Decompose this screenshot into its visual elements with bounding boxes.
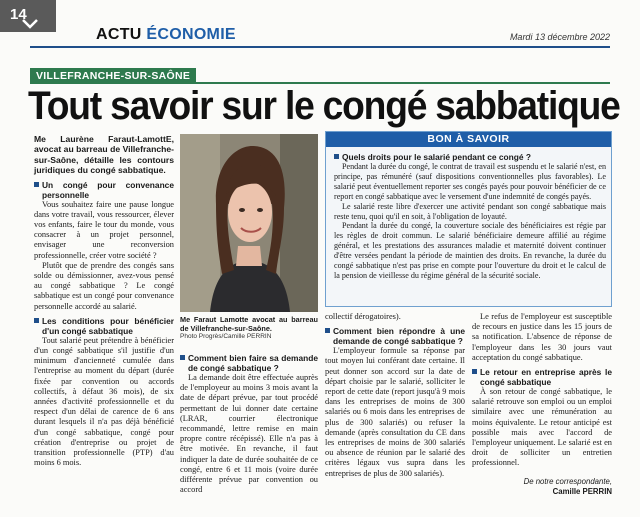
author-signoff bbox=[472, 477, 612, 497]
location-tag: VILLEFRANCHE-SUR-SAÔNE bbox=[30, 68, 196, 84]
paragraph: collectif dérogatoires). bbox=[325, 312, 401, 321]
column-4 bbox=[472, 312, 612, 497]
author-name: Camille PERRIN bbox=[552, 486, 612, 496]
paragraph: Pendant la durée du congé, le contrat de travail est suspendu et le salarié n'est, en principe, pas rémunéré (sauf dispositions conventionnelles plus favorables). Le salarié peut éventuellement reporter ses congés payés pour pouvoir bénéficier de ce report en congé sabbatique avec le versement d'une indemnité de congés payés. bbox=[334, 162, 606, 201]
rubric-prefix: ACTU bbox=[96, 26, 142, 43]
article-lead: Me Laurène Faraut-LamottE, avocat au barreau de Villefranche-sur-Saône, détaille les contours juridiques du congé sabbatique. bbox=[34, 134, 174, 176]
portrait-photo bbox=[180, 134, 318, 312]
paragraph: L'employeur formule sa réponse par tout moyen lui conférant date certaine. Il peut donner son accord sur la date de départ choisie par le salarié, solliciter le report de cette date (report jusqu'à 9 mois dans les entreprises de moins de 300 salariés ou 6 mois dans les entreprises de plus de 300 salariés) ou refuser la demande (après consultation du CE dans les entreprises de moins de 300 salariés ou absence de réunion par le salarié des critères légaux vus supra dans les entreprises de plus de 300 salariés). bbox=[325, 346, 465, 478]
paragraph: Pendant la durée du congé, la couverture sociale des bénéficiaires est régie par les règles de droit commun. Le salarié bénéficiaire demeure affilié au régime général, et les prestations des assurances maladie et maternité doivent continuer d'être versées pendant la période de maintien des droits. En revanche, la durée du congé sabbatique n'est pas prise en compte pour l'ouverture du droit et le calcul de la pension de vieillesse du régime général de la sécurité sociale. bbox=[334, 221, 606, 280]
subheading-droits: Quels droits pour le salarié pendant ce congé ? bbox=[334, 152, 606, 162]
page-header bbox=[30, 22, 610, 48]
subheading-reponse: Comment bien répondre à une demande de congé sabbatique ? bbox=[325, 326, 465, 346]
section-rubric bbox=[96, 26, 236, 44]
subheading-conditions: Les conditions pour bénéficier d'un congé sabbatique bbox=[34, 316, 174, 336]
paragraph: Tout salarié peut prétendre à bénéficier d'un congé sabbatique s'il justifie d'un minimum d'ancienneté cumulée dans l'entreprise au moment du départ (durée fixée par convention ou accords collectifs, à défaut 36 mois), de six années d'activité professionnelle et du respect d'un délai de carence de 6 ans durant lesquels il n'a pas déjà bénéficié d'un congé sabbatique, congé pour création d'entreprise ou projet de transition professionnelle (PTP) d'au moins 6 mois. bbox=[34, 335, 174, 468]
portrait-illustration bbox=[180, 134, 318, 312]
info-box bbox=[325, 131, 612, 307]
column-3 bbox=[325, 312, 465, 479]
column-2 bbox=[180, 349, 318, 495]
paragraph: À son retour de congé sabbatique, le salarié retrouve son emploi ou un emploi similaire avec une rémunération au moins équivalente. Le retour anticipé est possible mais avec l'accord de l'employeur uniquement. Le salarié est en droit de solliciter un entretien professionnel. bbox=[472, 387, 612, 468]
headline: Tout savoir sur le congé sabbatique bbox=[28, 84, 620, 128]
info-box-title: BON À SAVOIR bbox=[326, 132, 611, 147]
paragraph: Vous souhaitez faire une pause longue dans votre travail, vous ressourcer, élever vos enfants, faire le tour du monde, vous consacrer à un projet personnel, envisager une reconversion professionnelle, créer votre société ? bbox=[34, 199, 174, 260]
subheading-retour: Le retour en entreprise après le congé sabbatique bbox=[472, 367, 612, 387]
photo-credit: Photo Progrès/Camille PERRIN bbox=[180, 333, 272, 340]
subheading-demande: Comment bien faire sa demande de congé sabbatique ? bbox=[180, 353, 318, 373]
paragraph: La demande doit être effectuée auprès de l'employeur au moins 3 mois avant la date de départ prévue, par tout procédé permettant de lui donner date certaine (LRAR, courrier électronique recommandé, lettre remise en main propre contre récépissé). Elle n'a pas à être motivée. En revanche, il faut indiquer la date de durée souhaitée de ce congé, entre 6 et 11 mois (voire durée différente prévue par convention ou accord bbox=[180, 373, 318, 495]
chevron-down-icon[interactable] bbox=[20, 14, 40, 34]
paragraph: Plutôt que de prendre des congés sans solde ou démissionner, avez-vous pensé au congé sabbatique ? Le congé sabbatique est un congé pour convenance personnelle accordé au salarié. bbox=[34, 260, 174, 311]
paragraph: Le refus de l'employeur est susceptible de recours en justice dans les 15 jours de sa notification. L'absence de réponse de l'employeur dans les 30 jours vaut acceptation du congé sabbatique. bbox=[472, 312, 612, 362]
subheading-convenance: Un congé pour convenance personnelle bbox=[34, 180, 174, 200]
signoff-line: De notre correspondante, bbox=[523, 476, 612, 486]
issue-date: Mardi 13 décembre 2022 bbox=[509, 32, 610, 42]
paragraph: Le salarié reste libre d'exercer une activité pendant son congé sabbatique mais reste tenu, quoi qu'il en soit, à l'obligation de loyauté. bbox=[334, 201, 606, 221]
photo-caption: Me Faraut Lamotte avocat au barreau de Villefranche-sur-Saône. bbox=[180, 315, 318, 333]
column-1 bbox=[34, 134, 174, 469]
page-number-text: 14 bbox=[10, 6, 27, 23]
photo-block bbox=[180, 134, 318, 341]
info-box-body bbox=[334, 152, 606, 281]
rubric-section: ÉCONOMIE bbox=[146, 26, 236, 43]
